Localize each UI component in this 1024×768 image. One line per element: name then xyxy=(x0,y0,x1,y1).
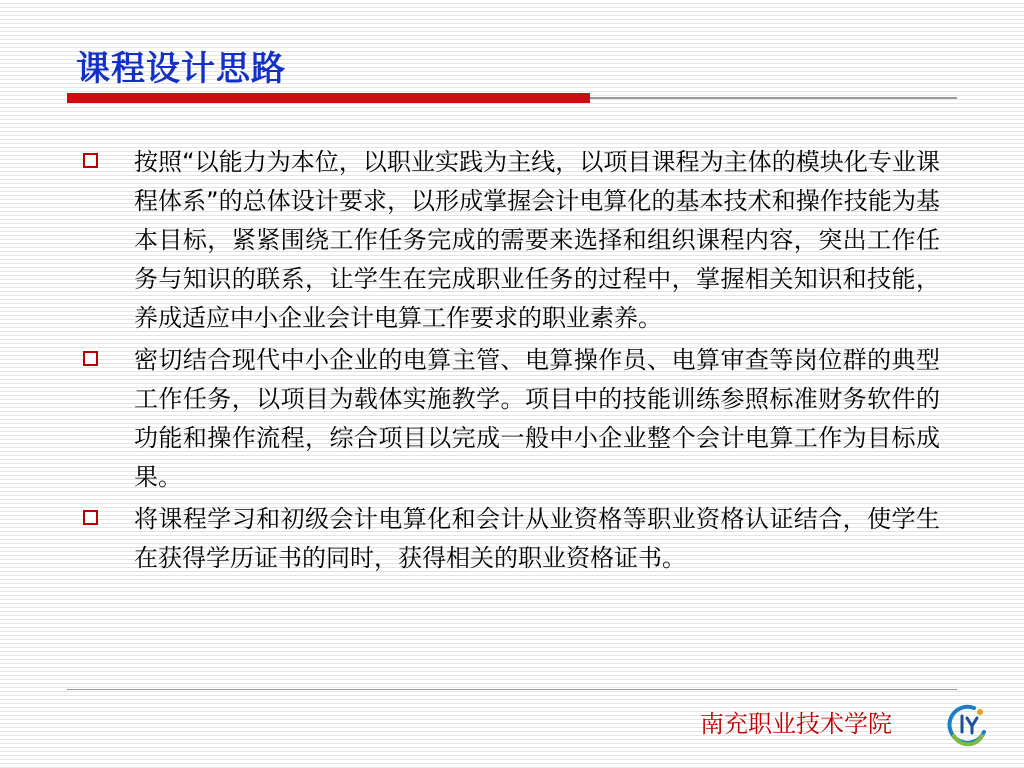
footer-divider xyxy=(67,689,957,690)
bullet-text: 密切结合现代中小企业的电算主管、电算操作员、电算审查等岗位群的典型工作任务，以项目为载体实施教学。项目中的技能训练参照标准财务软件的功能和操作流程，综合项目以完成一般中小企业整个会计电算工作为目标成果。 xyxy=(134,346,940,491)
title-rule-red xyxy=(67,93,590,103)
footer-school-name: 南充职业技术学院 xyxy=(700,710,892,738)
bullet-item xyxy=(82,500,940,578)
bullet-list xyxy=(82,143,940,581)
bullet-text: 将课程学习和初级会计电算化和会计从业资格等职业资格认证结合，使学生在获得学历证书的同时，获得相关的职业资格证书。 xyxy=(134,505,940,572)
square-bullet-icon xyxy=(83,153,98,168)
square-bullet-icon xyxy=(83,351,98,366)
bullet-item xyxy=(82,341,940,497)
slide-title: 课程设计思路 xyxy=(76,49,286,89)
square-bullet-icon xyxy=(83,510,98,525)
college-logo-icon xyxy=(944,702,990,748)
bullet-text: 按照“以能力为本位，以职业实践为主线，以项目课程为主体的模块化专业课程体系”的总体设计要求，以形成掌握会计电算化的基本技术和操作技能为基本目标，紧紧围绕工作任务完成的需要来选择和组织课程内容，突出工作任务与知识的联系，让学生在完成职业任务的过程中，掌握相关知识和技能，养成适应中小企业会计电算工作要求的职业素养。 xyxy=(134,148,940,332)
title-rule-gray xyxy=(590,97,957,99)
bullet-item xyxy=(82,143,940,338)
